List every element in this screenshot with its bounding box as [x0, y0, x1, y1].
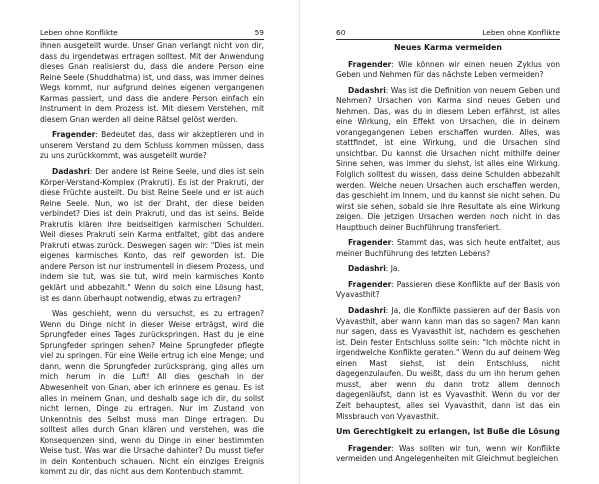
paragraph-text: : Passieren diese Konflikte auf der Basis von Vyavasthit?: [336, 279, 560, 300]
speaker-label: Dadashri: [348, 85, 386, 95]
running-title: Leben ohne Konflikte: [482, 28, 560, 37]
paragraph: [336, 306, 560, 422]
speaker-label: Dadashri: [348, 264, 386, 274]
left-page-header: [40, 27, 264, 40]
speaker-label: Dadashri: [348, 306, 386, 316]
running-title: Leben ohne Konflikte: [40, 28, 118, 37]
speaker-label: Fragender: [348, 59, 392, 69]
paragraph: [336, 86, 560, 234]
page-number: 60: [336, 28, 346, 37]
speaker-label: Fragender: [348, 443, 392, 453]
paragraph-text: : Ja, die Konflikte passieren auf der Basis von Vyavasthit, aber wann kann man das so sagen? Man kann nur sagen, dass es Vyavasthit ist, nachdem es geschehen ist. Dein fester Entschluss sollte sein: "Ich möchte nicht in irgendwelche Konflikte geraten." Wenn du auf deinem Weg einen Mast siehst, ist dein Entschluss, nicht dagegenzulaufen. Du weißt, dass du um ihn herum gehen musst, aber wenn du dann trotz allem dennoch dagegenläufst, dann ist es Vyavasthit. Wenn du vor der Zeit behauptest, alles sei Vyavasthit, dann ist das ein Missbrauch von Vyavasthit.: [336, 306, 560, 421]
paragraph: [40, 309, 264, 478]
page-number: 59: [254, 28, 264, 37]
paragraph: [40, 130, 264, 162]
left-page-body: [40, 41, 264, 483]
right-page-header: [336, 27, 560, 40]
speaker-label: Dadashri: [52, 167, 90, 177]
speaker-label: Fragender: [52, 130, 96, 140]
paragraph-text: : Bedeutet das, dass wir akzeptieren und in unserem Verstand zu dem Schluss kommen müssen, dass zu uns zurückkommt, was ausgeteilt wurde?: [40, 130, 264, 161]
paragraph-text: ihnen ausgeteilt wurde. Unser Gnan verlangt nicht von dir, dass du irgendetwas ertragen solltest. Mit der Anwendung dieses Gnan realisierst du, dass die andere Person eine Reine Seele (Shuddhatma) ist, und dass, was immer deines Wegs kommt, nur aufgrund deines eigenen vergangenen Karmas passiert, und dass die andere Person einfach ein Instrument in dem Prozess ist. Mit diesem Verstehen, mit diesem Gnan werden all deine Rätsel gelöst werden.: [40, 41, 264, 124]
paragraph-text: Was geschieht, wenn du versuchst, es zu ertragen? Wenn du Dinge nicht in dieser Weise erträgst, wird die Sprungfeder eines Tages zurückspringen. Hast du je eine Sprungfeder springen sehen? Meine Sprungfeder pflegte viel zu springen. Für eine Weile ertrug ich eine Menge; und dann, wenn die Sprungfeder zurücksprang, ging alles um mich herum in die Luft! All dies geschah in der Abwesenheit von Gnan, aber ich erinnere es genau. Es ist alles in meinem Gnan, und deshalb sage ich dir, du sollst nicht lernen, Dinge zu ertragen. Nur im Zustand von Unkenntnis des Selbst muss man Dinge ertragen. Du solltest alles durch Gnan klären und verstehen, was die Konsequenzen sind, wenn du Dinge in einer bestimmten Weise tust. Was war die Ursache dahinter? Du musst tiefer in dein Kontenbuch schauen. Nicht ein einziges Ereignis kommt zu dir, das nicht aus dem Kontenbuch stammt.: [40, 309, 264, 477]
speaker-label: Fragender: [348, 279, 392, 289]
right-page: [300, 0, 599, 484]
right-page-body: [336, 41, 560, 470]
paragraph-text: : Der andere ist Reine Seele, und dies ist sein Körper-Verstand-Komplex (Prakruti). Es ist der Prakruti, der diese Früchte austeilt. Du bist Reine Seele und er ist auch Reine Seele. Nun, wo ist der Draht, der diese beiden verbindet? Dies ist dein Prakruti, und das ist seins. Beide Prakrutis klären ihre beidseitigen karmischen Schulden. Weil dieses Prakruti sein Karma entfaltet, gibt das andere Prakruti etwas zurück. Deswegen sagen wir: "Dies ist mein eigenes karmisches Konto, das reif geworden ist. Die andere Person ist nur instrumentell in diesem Prozess, und indem sie tut, was sie tut, wird mein karmisches Konto geklärt und abbezahlt." Wenn du solch eine Lösung hast, ist es dann überhaupt notwendig, etwas zu ertragen?: [40, 167, 264, 303]
speaker-label: Fragender: [348, 238, 392, 248]
paragraph-text: : Was sollten wir tun, wenn wir Konflikte vermeiden und Angelegenheiten mit Gleichmut begleichen: [336, 443, 560, 464]
paragraph: [336, 264, 560, 275]
paragraph-text: : Wie können wir einen neuen Zyklus von Geben und Nehmen für das nächste Leben vermeiden?: [336, 59, 560, 80]
paragraph: [336, 60, 560, 81]
paragraph: [40, 41, 264, 125]
paragraph-text: : Stammt das, was sich heute entfaltet, aus meiner Buchführung des letzten Lebens?: [336, 238, 560, 258]
paragraph: [40, 167, 264, 304]
paragraph: [336, 238, 560, 259]
paragraph: [336, 280, 560, 301]
section-heading: Neues Karma vermeiden: [394, 43, 502, 52]
paragraph: [336, 444, 560, 465]
section-heading: Um Gerechtigkeit zu erlangen, ist Buße die Lösung: [336, 427, 560, 437]
paragraph-text: : Was ist die Definition von neuem Geben und Nehmen? Ursachen von Karma sind neues Geben und Nehmen. Das, was du in diesem Leben erfährst, ist alles eine Wirkung, ein Effekt von Ursachen, die in deinem vorangegangenen Leben erschaffen wurden. Alles, was stattfindet, ist eine Wirkung, und die Ursachen sind unsichtbar. Du kannst die Ursachen nicht mithilfe deiner Sinne sehen, was immer du siehst, ist alles eine Wirkung. Folglich solltest du wissen, dass deine Schulden abbezahlt werden. Welche neuen Ursachen auch erschaffen werden, das geschieht im Innern, und du kannst sie nicht sehen. Du wirst sie sehen, sobald sie ihre Resultate als eine Wirkung zeigen. Die jetzigen Ursachen werden noch nicht in das Hauptbuch deiner Buchführung transferiert.: [336, 85, 560, 232]
left-page: [0, 0, 299, 484]
paragraph-text: : Ja.: [385, 264, 400, 274]
